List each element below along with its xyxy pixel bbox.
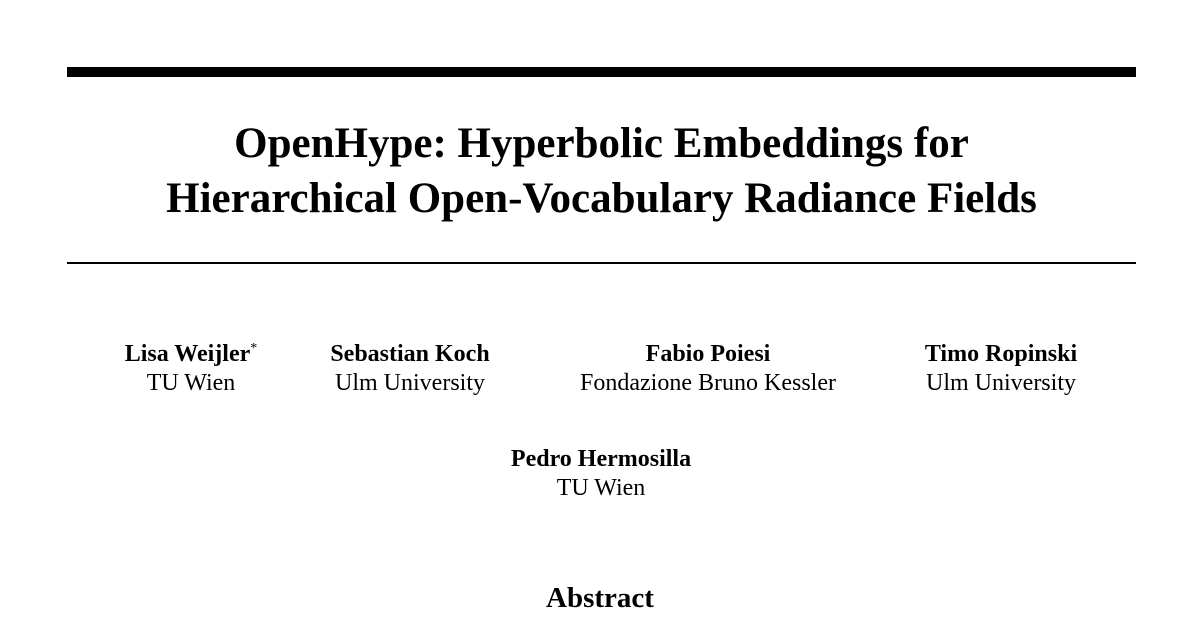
author-name xyxy=(925,340,1077,369)
author-name-text: Fabio Poiesi xyxy=(645,341,771,367)
author-affiliation: TU Wien xyxy=(146,370,236,396)
top-rule xyxy=(67,67,1136,77)
author-block-5 xyxy=(511,445,691,503)
author-affiliation: Fondazione Bruno Kessler xyxy=(580,370,836,396)
title-line-1: OpenHype: Hyperbolic Embeddings for xyxy=(234,120,969,167)
author-block-4 xyxy=(925,340,1077,398)
author-affiliation: TU Wien xyxy=(556,475,646,501)
author-affiliation: Ulm University xyxy=(335,370,485,396)
author-footnote-marker: * xyxy=(250,341,258,356)
author-name-text: Pedro Hermosilla xyxy=(510,446,692,472)
author-name xyxy=(580,340,836,369)
author-block-3 xyxy=(580,340,836,398)
paper-title xyxy=(67,116,1136,226)
author-name xyxy=(330,340,489,369)
author-name-text: Sebastian Koch xyxy=(330,341,490,367)
abstract-heading: Abstract xyxy=(546,582,654,614)
author-name-text: Timo Ropinski xyxy=(924,341,1078,367)
author-name xyxy=(511,445,691,474)
title-line-2: Hierarchical Open-Vocabulary Radiance Fields xyxy=(166,175,1037,222)
author-name xyxy=(125,340,258,369)
author-block-2 xyxy=(330,340,489,398)
bottom-rule xyxy=(67,262,1136,264)
author-block-1 xyxy=(125,340,258,398)
author-name-text: Lisa Weijler xyxy=(124,341,251,367)
author-affiliation: Ulm University xyxy=(925,370,1076,396)
